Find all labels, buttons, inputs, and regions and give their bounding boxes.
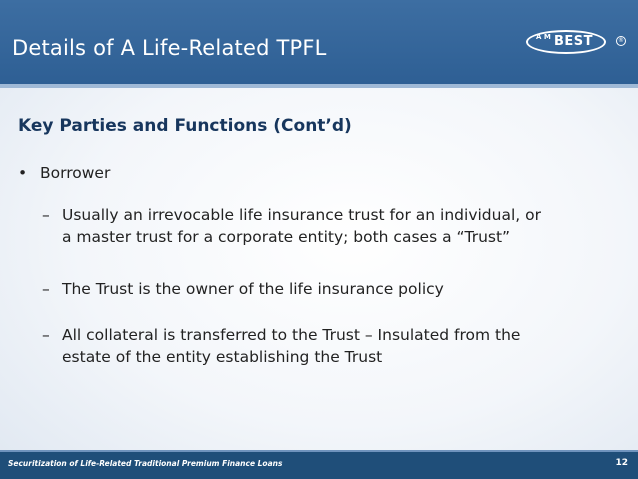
sub-item (42, 278, 444, 300)
page-number: 12 (615, 458, 628, 468)
registered-mark: ® (618, 37, 624, 44)
bullet-label: Borrower (40, 164, 111, 182)
sub-item (42, 324, 520, 368)
sub-item-line: Usually an irrevocable life insurance trust for an individual, or (62, 206, 541, 224)
slide-header (0, 0, 638, 84)
footer-title: Securitization of Life-Related Traditional Premium Finance Loans (8, 459, 283, 468)
sub-item-line: a master trust for a corporate entity; both cases a “Trust” (62, 228, 511, 246)
sub-item-line: estate of the entity establishing the Trust (62, 348, 383, 366)
logo-best-text: BEST (554, 34, 594, 49)
dash-marker: – (42, 206, 50, 224)
bullet-item (18, 164, 110, 182)
logo-am-mark: A M (536, 33, 551, 41)
sub-item (42, 204, 541, 248)
bullet-marker: • (18, 164, 28, 182)
dash-marker: – (42, 326, 50, 344)
section-heading: Key Parties and Functions (Cont’d) (18, 116, 352, 136)
header-divider (0, 84, 638, 88)
sub-item-line: The Trust is the owner of the life insurance policy (62, 280, 444, 298)
slide-footer (0, 450, 638, 479)
dash-marker: – (42, 280, 50, 298)
slide-title: Details of A Life-Related TPFL (12, 36, 327, 60)
sub-item-line: All collateral is transferred to the Trust – Insulated from the (62, 326, 521, 344)
am-best-logo (526, 30, 626, 56)
